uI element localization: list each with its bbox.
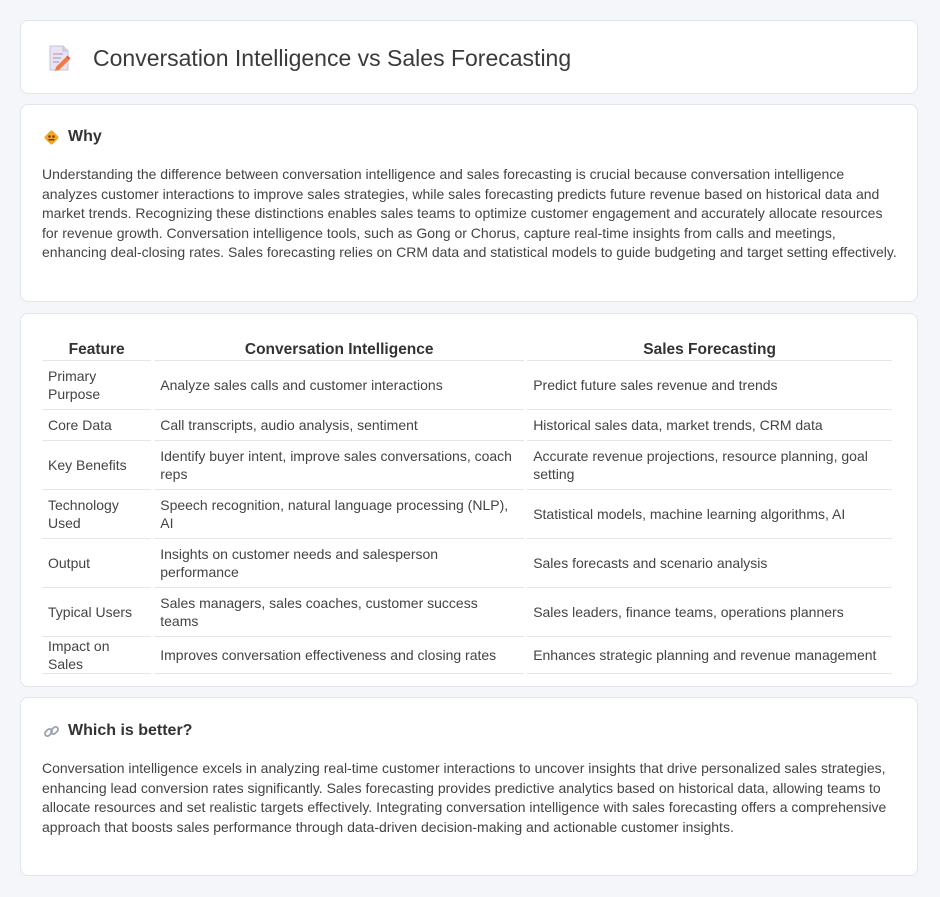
row-feature-cell: Primary Purpose (42, 361, 151, 410)
row-feature-cell: Output (42, 539, 151, 588)
row-feature-cell: Typical Users (42, 588, 151, 637)
header-feature: Feature (42, 334, 151, 361)
why-text: Understanding the difference between conversation intelligence and sales forecasting is crucial because conversation intelligence analyzes customer interactions to improve sales strategies, while sales forecasting predicts future revenue based on historical data and market trends. Recognizing these distinctions enables sales teams to optimize customer engagement and accurately allocate resources for revenue growth. Conversation intelligence tools, such as Gong or Chorus, capture real-time insights from calls and meetings, enhancing deal-closing rates. Sales forecasting relies on CRM data and statistical models to guide budgeting and target setting effectively. (42, 166, 897, 260)
row-ci-cell: Speech recognition, natural language processing (NLP), AI (154, 490, 524, 539)
row-ci-cell: Insights on customer needs and salesperson performance (154, 539, 524, 588)
better-card (20, 697, 918, 876)
row-ci-cell: Improves conversation effectiveness and closing rates (154, 637, 524, 674)
diamond-sign-icon (43, 129, 60, 146)
table-row (42, 539, 892, 588)
table-row (42, 361, 892, 410)
row-ci-cell: Identify buyer intent, improve sales conversations, coach reps (154, 441, 524, 490)
row-sf-cell: Enhances strategic planning and revenue management (527, 637, 892, 674)
row-sf-cell: Accurate revenue projections, resource planning, goal setting (527, 441, 892, 490)
why-heading: Why (68, 128, 102, 145)
document-pencil-icon (47, 45, 71, 71)
row-sf-cell: Predict future sales revenue and trends (527, 361, 892, 410)
row-sf-cell: Statistical models, machine learning algorithms, AI (527, 490, 892, 539)
row-ci-cell: Sales managers, sales coaches, customer success teams (154, 588, 524, 637)
row-ci-cell: Call transcripts, audio analysis, sentiment (154, 410, 524, 441)
table-header-row (42, 334, 892, 361)
table-row (42, 588, 892, 637)
better-text: Conversation intelligence excels in analyzing real-time customer interactions to uncover insights that drive personalized sales strategies, enhancing lead conversion rates significantly. Sales forecasting provides predictive analytics based on historical data, allowing teams to allocate resources and set realistic targets effectively. Integrating conversation intelligence with sales forecasting offers a comprehensive approach that boosts sales performance through data-driven decision-making and actionable customer insights. (42, 760, 887, 835)
comparison-card (20, 313, 918, 687)
row-feature-cell: Core Data (42, 410, 151, 441)
page-title: Conversation Intelligence vs Sales Forecasting (93, 45, 572, 71)
row-sf-cell: Historical sales data, market trends, CRM data (527, 410, 892, 441)
row-sf-cell: Sales leaders, finance teams, operations planners (527, 588, 892, 637)
row-feature-cell: Technology Used (42, 490, 151, 539)
comparison-table (39, 334, 895, 674)
better-header (43, 721, 192, 741)
why-card (20, 104, 918, 302)
title-card (20, 20, 918, 94)
row-ci-cell: Analyze sales calls and customer interactions (154, 361, 524, 410)
table-row (42, 410, 892, 441)
title-row (47, 43, 571, 73)
better-heading: Which is better? (68, 722, 193, 739)
link-icon (43, 723, 60, 740)
row-feature-cell: Impact on Sales (42, 637, 151, 674)
table-row (42, 441, 892, 490)
table-row (42, 490, 892, 539)
row-sf-cell: Sales forecasts and scenario analysis (527, 539, 892, 588)
row-feature-cell: Key Benefits (42, 441, 151, 490)
header-conversation-intelligence: Conversation Intelligence (154, 334, 524, 361)
table-row (42, 637, 892, 674)
header-sales-forecasting: Sales Forecasting (527, 334, 892, 361)
why-header (43, 127, 102, 147)
